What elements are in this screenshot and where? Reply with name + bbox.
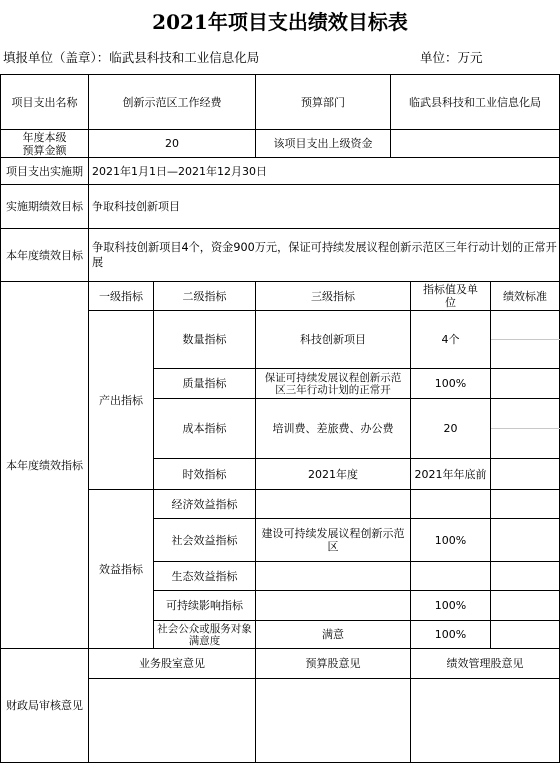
output-quantity-value: 4个 [441, 333, 460, 346]
header-level3: 三级指标 [311, 289, 355, 303]
budget-value: 20 [165, 137, 179, 150]
dept-value: 临武县科技和工业信息化局 [409, 95, 541, 109]
review-label: 财政局审核意见 [6, 699, 83, 712]
currency-unit: 单位：万元 [420, 50, 483, 65]
header-level1: 一级指标 [99, 289, 143, 303]
benefit-sustainable-value: 100% [434, 599, 467, 612]
output-cost-l2: 成本指标 [182, 422, 227, 435]
output-cost-l3: 培训费、差旅费、办公费 [272, 422, 394, 435]
performance-opinion-label: 绩效管理股意见 [446, 657, 524, 670]
budget-label: 年度本级预算金额 [22, 130, 67, 157]
benefit-economic-l2: 经济效益指标 [171, 497, 238, 511]
benefit-social-l2: 社会效益指标 [171, 533, 238, 547]
benefit-social-value: 100% [434, 533, 467, 547]
benefit-sustainable-l2: 可持续影响指标 [166, 599, 243, 612]
period-goal-label: 实施期绩效目标 [6, 200, 83, 213]
benefit-ecological-l3 [256, 562, 410, 590]
benefit-sustainable-l3 [256, 591, 410, 620]
filing-unit: 填报单位（盖章）：临武县科技和工业信息化局 [3, 50, 260, 65]
benefit-satisfaction-l3: 满意 [322, 628, 344, 641]
benefit-satisfaction-l2: 社会公众或服务对象满意度 [157, 622, 252, 647]
benefit-ecological-l2: 生态效益指标 [171, 569, 238, 583]
header-value: 指标值及单位 [423, 283, 478, 309]
period-value: 2021年1月1日—2021年12月30日 [92, 164, 267, 178]
output-quantity-l2: 数量指标 [182, 333, 227, 346]
output-timeliness-value: 2021年年底前 [414, 467, 487, 481]
fund-source: 该项目支出上级资金 [273, 137, 373, 150]
budget-opinion-label: 预算股意见 [305, 657, 361, 670]
output-indicator-label: 产出指标 [99, 393, 143, 407]
output-quality-l2: 质量指标 [182, 377, 227, 390]
annual-goal-label: 本年度绩效目标 [6, 248, 83, 262]
benefit-indicator-label: 效益指标 [99, 562, 143, 576]
project-name-label: 项目支出名称 [11, 95, 78, 109]
header-level2: 二级指标 [182, 289, 227, 303]
output-quality-value: 100% [434, 377, 467, 390]
dept-label: 预算部门 [301, 95, 345, 109]
indicators-label: 本年度绩效指标 [6, 458, 83, 472]
period-label: 项目支出实施期 [6, 164, 83, 178]
output-quality-l3: 保证可持续发展议程创新示范区三年行动计划的正常开 [264, 371, 402, 396]
benefit-satisfaction-value: 100% [434, 628, 467, 641]
output-timeliness-l3: 2021年度 [308, 467, 358, 481]
project-name: 创新示范区工作经费 [122, 95, 222, 109]
benefit-economic-value [411, 490, 490, 518]
benefit-ecological-value [411, 562, 490, 590]
header-standard: 绩效标准 [503, 289, 547, 303]
page-title: 2021年项目支出绩效目标表 [152, 10, 408, 34]
output-cost-value: 20 [443, 422, 458, 435]
benefit-economic-l3 [256, 490, 410, 518]
output-quantity-l3: 科技创新项目 [300, 333, 366, 346]
benefit-social-l3: 建设可持续发展议程创新示范区 [261, 527, 405, 553]
business-opinion-label: 业务股室意见 [139, 657, 205, 670]
annual-goal-value: 争取科技创新项目4个，资金900万元，保证可持续发展议程创新示范区三年行动计划的正常开展 [92, 241, 557, 269]
output-timeliness-l2: 时效指标 [182, 467, 227, 481]
period-goal-value: 争取科技创新项目 [92, 200, 180, 213]
